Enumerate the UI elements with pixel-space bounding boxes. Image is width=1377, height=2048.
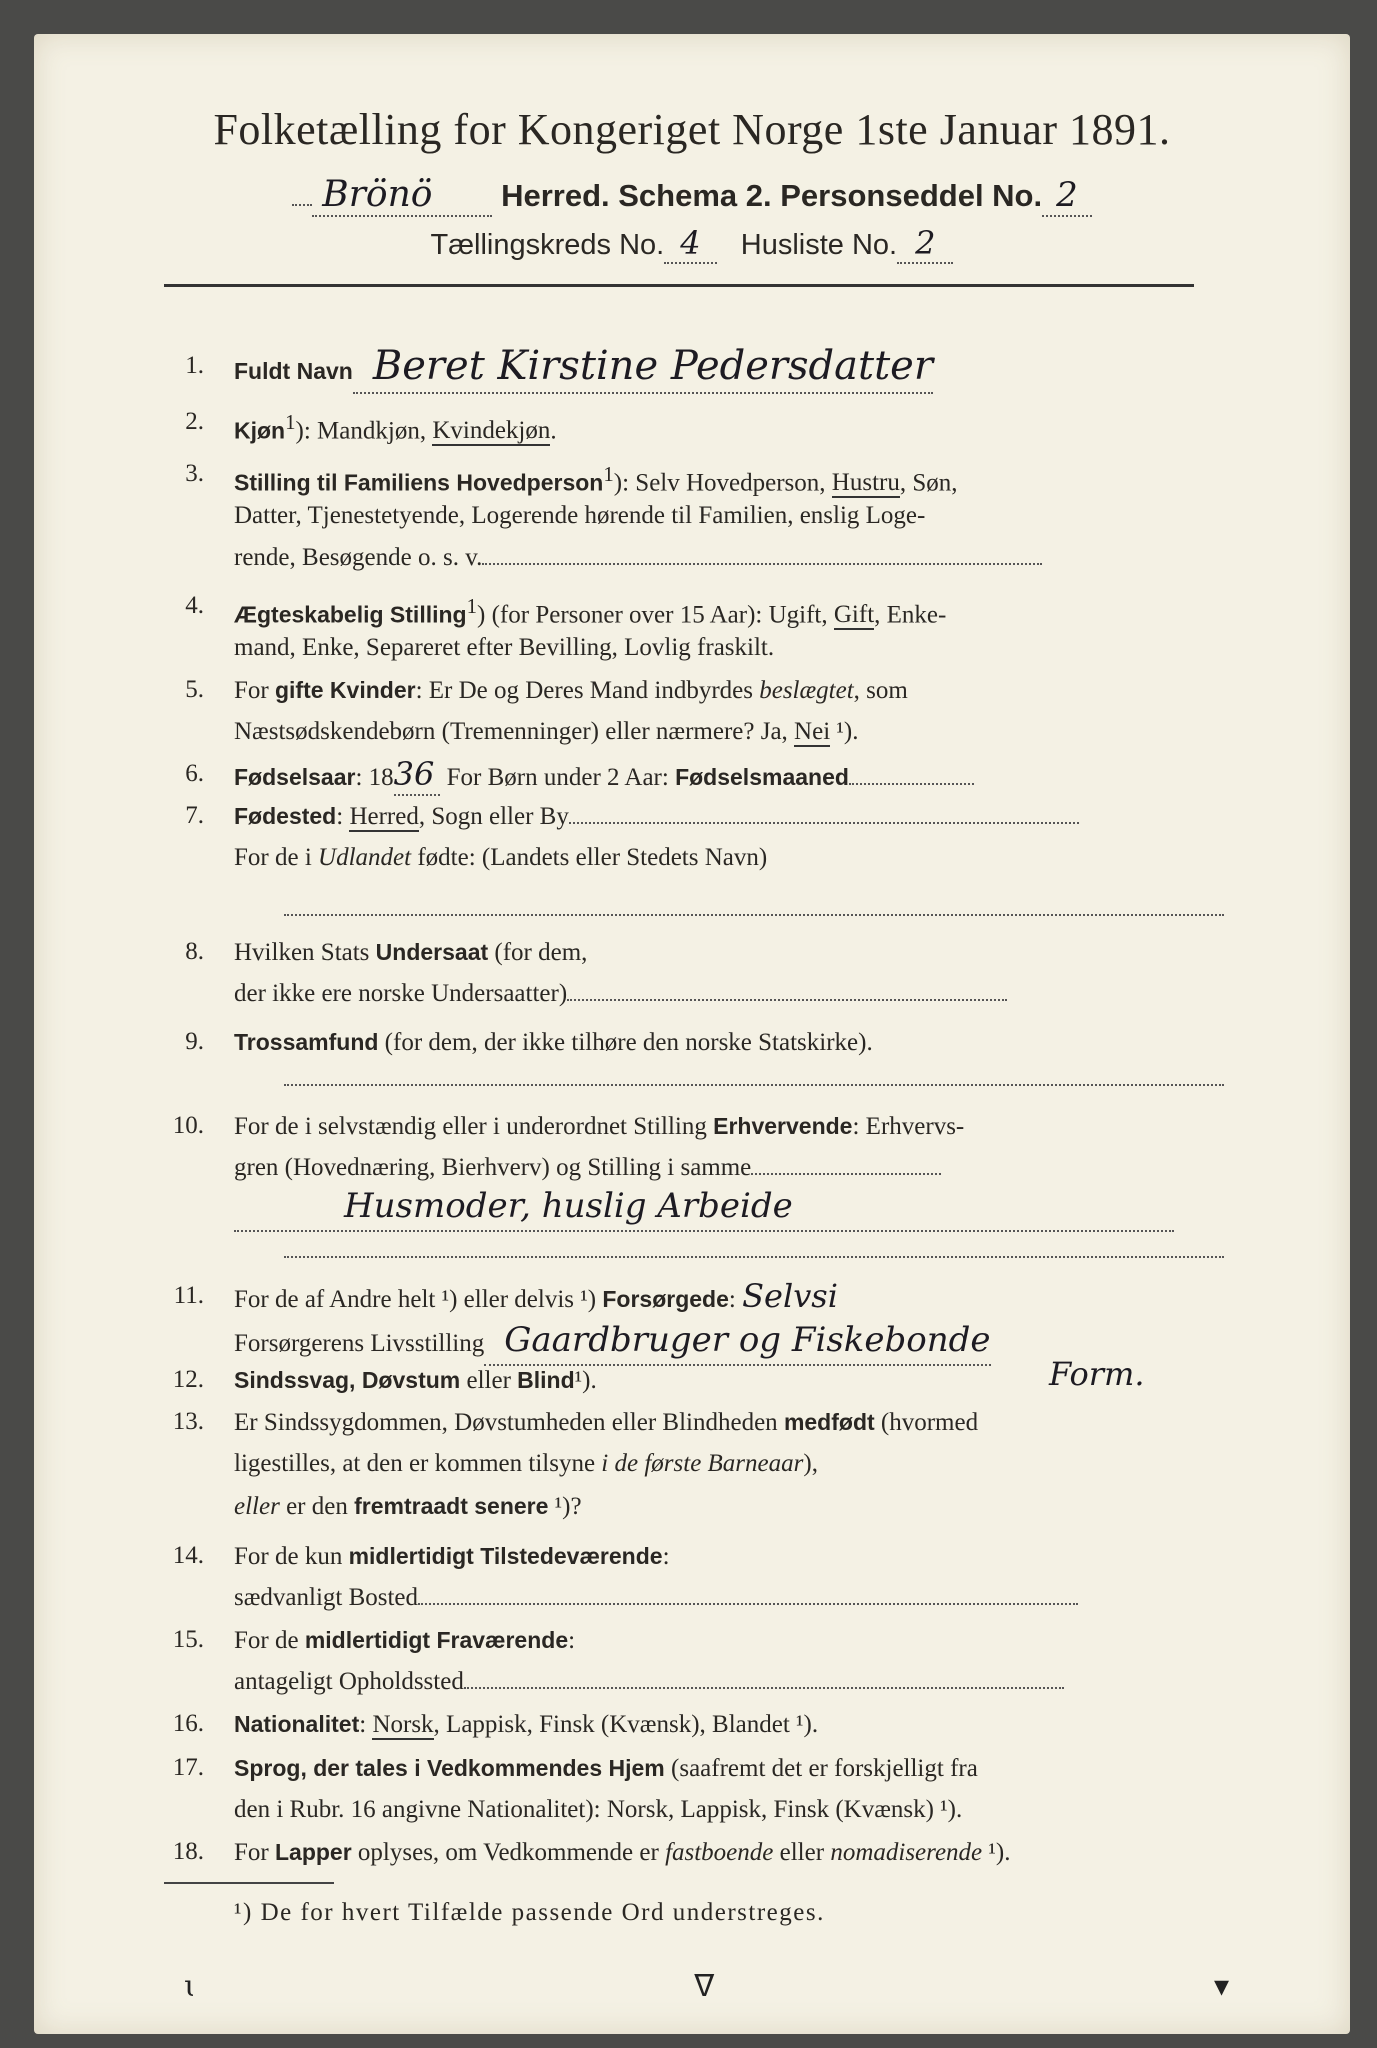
item-number: 15. (172, 1626, 204, 1653)
marital-label: Ægteskabelig Stilling (234, 601, 467, 628)
supported-text: : (728, 1286, 743, 1313)
married-label: gifte Kvinder (274, 677, 416, 703)
item-number: 1. (185, 352, 204, 379)
birthmonth-label: Fødselsmaaned (675, 764, 849, 790)
congenital-text: (hvormed (874, 1409, 979, 1436)
supported-label: Forsørgede (602, 1286, 729, 1312)
item-8-line2 (234, 974, 1224, 1014)
item-number: 7. (185, 802, 204, 829)
subject-text: (for dem, (488, 939, 588, 966)
sup: 1 (466, 594, 478, 618)
item-number: 12. (172, 1366, 204, 1393)
item-13-line3-end: ¹)? (548, 1493, 582, 1520)
temp-present-prefix: For de kun (234, 1543, 349, 1570)
item-number: 18. (172, 1838, 204, 1865)
item-13-line2 (234, 1444, 1224, 1484)
birthplace-text: , Sogn eller By (418, 803, 569, 830)
temp-absent-label: midlertidigt Fraværende (304, 1627, 569, 1653)
footnote: ¹) De for hvert Tilfælde passende Ord understreges. (234, 1899, 825, 1926)
item-17-line2: den i Rubr. 16 angivne Nationalitet): Norsk, Lappisk, Finsk (Kvænsk) ¹). (234, 1796, 963, 1823)
item-5-line2 (234, 712, 1224, 752)
item-10-value-line (234, 1186, 1224, 1232)
language-label: Sprog, der tales i Vedkommendes Hjem (234, 1755, 665, 1781)
item-3-line3 (234, 538, 1224, 578)
temp-absent-end: : (568, 1627, 576, 1654)
nationality-text: , Lappisk, Finsk (Kvænsk), Blandet ¹). (433, 1711, 819, 1738)
supported-prefix: For de af Andre helt ¹) eller delvis ¹) (234, 1286, 603, 1313)
husliste-value: 2 (897, 224, 953, 264)
language-text: (saafremt det er forskjelligt fra (664, 1755, 978, 1782)
related-italic: beslægtet (759, 677, 854, 704)
item-13-line2-end: ), (803, 1450, 818, 1477)
item-number: 3. (185, 460, 204, 487)
item-13-line3 (234, 1486, 1224, 1527)
relation-text: ): Selv Hovedperson, (613, 469, 832, 497)
herred-label: Herred. (501, 178, 610, 213)
header-kreds-line (34, 224, 1350, 264)
full-name-value: Beret Kirstine Pedersdatter (372, 343, 933, 389)
birthyear-value: 36 (394, 754, 441, 796)
temp-absent-prefix: For de (234, 1627, 305, 1654)
sup: 1 (603, 462, 614, 486)
nomadic-italic: nomadiserende (830, 1839, 983, 1866)
probable-residence-label: antageligt Opholdssted (234, 1668, 464, 1695)
nationality-prefix: : (359, 1711, 373, 1738)
item-number: 2. (185, 408, 204, 435)
lapps-text: oplyses, om Vedkommende er (351, 1839, 666, 1866)
marital-text-b: , Enke- (874, 601, 947, 629)
item-number: 11. (173, 1282, 204, 1309)
usual-residence-label: sædvanligt Bosted (234, 1584, 419, 1611)
lapps-end: ¹). (982, 1839, 1011, 1866)
husliste-label: Husliste No. (740, 229, 898, 261)
relation-text-b: , Søn, (899, 469, 958, 497)
religion-label: Trossamfund (234, 1029, 379, 1055)
birthmonth-text: For Børn under 2 Aar: (440, 764, 676, 791)
kreds-value: 4 (664, 224, 716, 264)
relation-selected: Hustru (831, 469, 900, 497)
sex-text: ): Mandkjøn, (295, 417, 433, 445)
item-number: 17. (172, 1754, 204, 1781)
item-3-line3-text: rende, Besøgende o. s. v. (234, 544, 483, 571)
marital-text: ) (for Personer over 15 Aar): Ugift, (477, 601, 834, 629)
item-7-line2-end: fødte: (Landets eller Stedets Navn) (411, 844, 768, 871)
item-14-line2 (234, 1578, 1224, 1618)
item-7-line2-text: For de i (234, 844, 319, 871)
item-5-line2-text: Næstsødskendebørn (Tremenninger) eller nærmere? Ja, (234, 718, 795, 745)
schema-label: Schema 2. (618, 178, 772, 213)
occupation-label: Erhvervende (713, 1113, 853, 1139)
personseddel-label: Personseddel No. (780, 178, 1043, 213)
item-number: 6. (185, 760, 204, 787)
temp-present-end: : (662, 1543, 670, 1570)
blank-line (284, 1084, 1224, 1086)
married-text: : Er De og Deres Mand indbyrdes (415, 677, 760, 704)
provider-label: Forsørgerens Livsstilling (234, 1330, 485, 1357)
item-5-line2-end: ¹). (830, 718, 859, 745)
item-13-line3-text: er den (279, 1493, 355, 1520)
item-15-line2 (234, 1662, 1224, 1702)
provider-value: Gaardbruger og Fiskebonde (504, 1320, 991, 1360)
corner-mark-left: ɩ (184, 1969, 196, 2004)
sup: 1 (285, 410, 296, 434)
congenital-prefix: Er Sindssygdommen, Døvstumheden eller Blindheden (234, 1409, 784, 1436)
blind-label: Blind (517, 1367, 575, 1393)
marital-selected: Gift (833, 601, 875, 629)
birthyear-label: Fødselsaar (234, 764, 356, 790)
full-name-label: Fuldt Navn (234, 358, 353, 384)
form-title: Folketælling for Kongeriget Norge 1ste Januar 1891. (213, 105, 1171, 154)
birthplace-label: Fødested (234, 803, 337, 829)
header-herred-line (34, 174, 1350, 217)
occupation-text: : Erhvervs- (852, 1113, 965, 1140)
item-number: 13. (172, 1408, 204, 1435)
disability-text: eller (460, 1367, 518, 1394)
census-form (34, 34, 1350, 2034)
provider-value-cont: Form. (1049, 1355, 1145, 1393)
item-number: 9. (185, 1028, 204, 1055)
item-10-line2-text: gren (Hovednæring, Bierhverv) og Stilling i samme (234, 1154, 752, 1181)
sex-end: . (550, 417, 557, 445)
birthplace-selected: Herred (349, 803, 419, 830)
header-rule (164, 284, 1194, 287)
lapps-prefix: For (234, 1839, 275, 1866)
married-prefix: For (234, 677, 275, 704)
item-number: 5. (185, 676, 204, 703)
herred-value: Brönö (312, 174, 492, 217)
birthplace-prefix: : (336, 803, 350, 830)
nationality-selected: Norsk (372, 1711, 434, 1738)
lapps-or: eller (773, 1839, 831, 1866)
supported-value: Selvsi (742, 1277, 838, 1315)
item-number: 16. (172, 1710, 204, 1737)
item-3-line2: Datter, Tjenestetyende, Logerende hørende til Familien, enslig Loge- (234, 502, 926, 529)
personseddel-value: 2 (1042, 175, 1092, 217)
disability-label: Sindssvag, Døvstum (234, 1367, 461, 1393)
later-label: fremtraadt senere (354, 1493, 549, 1519)
subject-prefix: Hvilken Stats (234, 939, 376, 966)
item-number: 4. (185, 592, 204, 619)
occupation-prefix: For de i selvstændig eller i underordnet Stilling (234, 1113, 714, 1140)
relation-label: Stilling til Familiens Hovedperson (234, 469, 604, 496)
item-number: 10. (172, 1112, 204, 1139)
settled-italic: fastboende (665, 1839, 774, 1866)
item-8-line2-text: der ikke ere norske Undersaatter) (234, 980, 568, 1007)
temp-present-label: midlertidigt Tilstedeværende (348, 1543, 663, 1569)
married-text-b: , som (853, 677, 908, 704)
religion-text: (for dem, der ikke tilhøre den norske Statskirke). (378, 1029, 873, 1056)
nationality-label: Nationalitet (234, 1711, 360, 1737)
related-selected: Nei (794, 718, 831, 745)
footnote-rule (164, 1882, 334, 1884)
item-number: 14. (172, 1542, 204, 1569)
birthyear-prefix: : 18 (355, 764, 394, 791)
childhood-italic: i de første Barneaar (601, 1450, 804, 1477)
item-4-line2: mand, Enke, Separeret efter Bevilling, Lovlig fraskilt. (234, 634, 775, 661)
corner-mark-right: ▾ (1214, 1969, 1230, 2004)
item-7-line2 (234, 838, 1224, 878)
congenital-label: medfødt (783, 1409, 875, 1435)
abroad-italic: Udlandet (318, 844, 412, 871)
lapps-label: Lapper (274, 1839, 352, 1865)
disability-end: ¹). (574, 1367, 597, 1394)
subject-label: Undersaat (375, 939, 489, 965)
or-italic: eller (234, 1493, 280, 1520)
blank-line (284, 1256, 1224, 1258)
blank-line (284, 914, 1224, 916)
occupation-value: Husmoder, huslig Arbeide (344, 1186, 793, 1226)
item-10-line2 (234, 1148, 1224, 1188)
item-13-line2-text: ligestilles, at den er kommen tilsyne (234, 1450, 602, 1477)
sex-selected: Kvindekjøn (432, 417, 551, 445)
sex-label: Kjøn (234, 417, 286, 444)
item-number: 8. (185, 938, 204, 965)
corner-mark-center: ᐁ (694, 1969, 715, 2004)
kreds-label: Tællingskreds No. (430, 229, 665, 261)
